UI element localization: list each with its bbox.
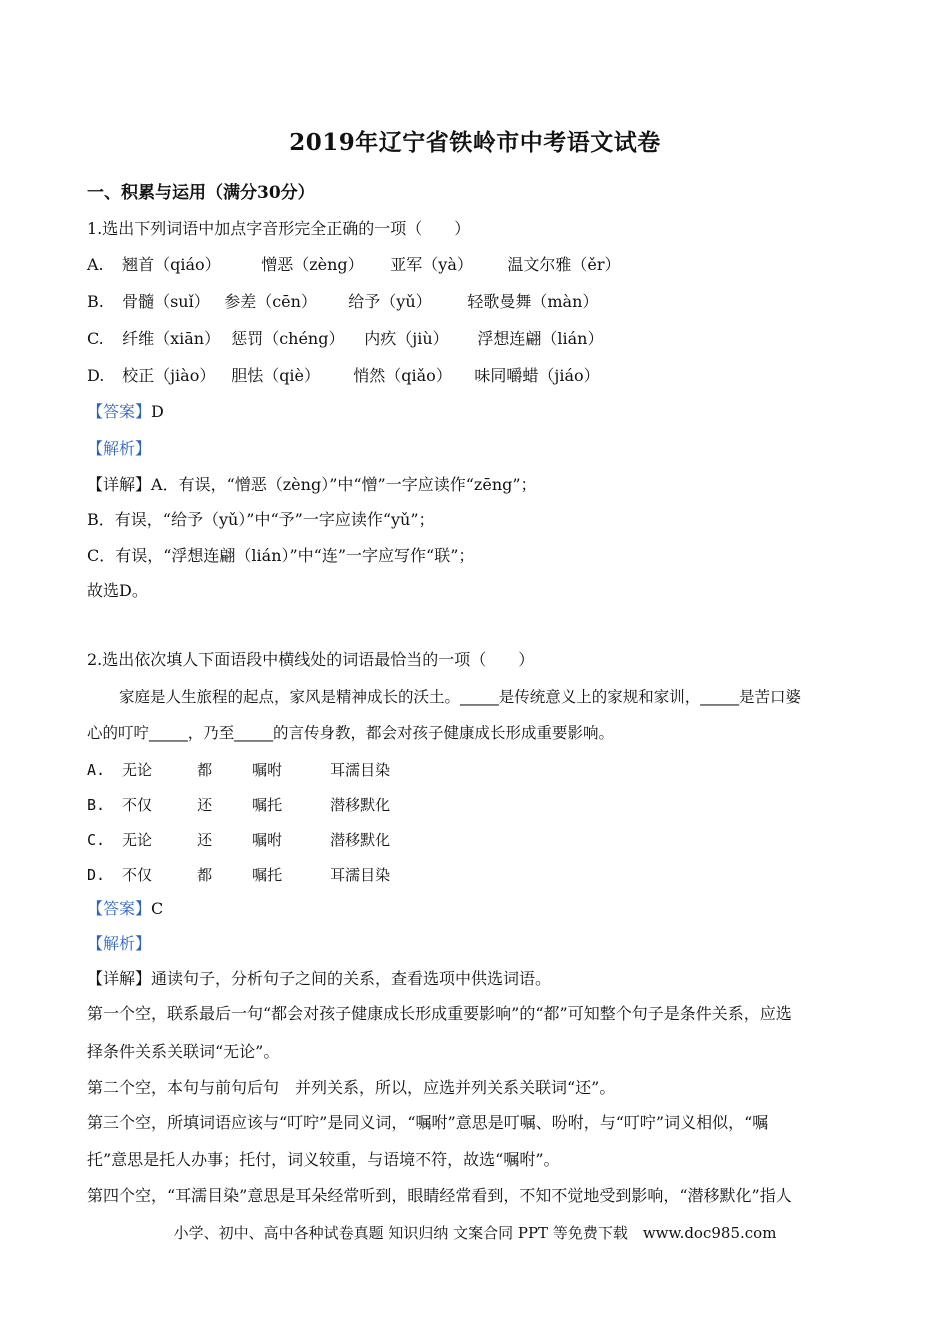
option-word: 浮想连翩（lián） (477, 329, 604, 348)
option-word: 嘱咐 (252, 761, 283, 779)
q2-detail-1b: 择条件关系关联词“无论”。 (87, 1042, 280, 1061)
option-word: 还 (197, 831, 213, 849)
option-word: 骨髓（suǐ） (122, 292, 210, 311)
option-word: 轻歌曼舞（màn） (467, 292, 599, 311)
detail-tag: 【详解】 (87, 475, 152, 494)
q2-detail-0 (87, 968, 551, 990)
option-word: 憎恶（zèng） (261, 255, 364, 274)
option-label: C. (87, 329, 104, 348)
q1-stem: 1.选出下列词语中加点字音形完全正确的一项（ ） (87, 219, 471, 238)
q2-option-a (87, 759, 390, 781)
q1-detail-1 (87, 474, 537, 496)
option-word: 耳濡目染 (330, 866, 391, 884)
q2-passage-line-1: 家庭是人生旅程的起点，家风是精神成长的沃土。_____是传统意义上的家规和家训，_____是苦口婆 (119, 688, 802, 706)
q2-analysis-tag: 【解析】 (87, 934, 152, 953)
answer-value: C (151, 899, 164, 918)
q2-detail-2: 第二个空，本句与前句后句 并列关系，所以，应选并列关系关联词“还”。 (87, 1078, 616, 1097)
q1-detail-3: C．有误，“浮想连翩（lián）”中“连”一字应写作“联”； (87, 546, 475, 565)
option-word: 耳濡目染 (330, 761, 391, 779)
option-word: 胆怯（qiè） (231, 366, 321, 385)
option-word: 嘱咐 (252, 831, 283, 849)
q1-analysis-tag: 【解析】 (87, 439, 152, 458)
answer-value: D (151, 402, 164, 421)
q2-detail-1a: 第一个空，联系最后一句“都会对孩子健康成长形成重要影响”的“都”可知整个句子是条件关系，应选 (87, 1004, 792, 1023)
option-word: 惩罚（chéng） (231, 329, 345, 348)
page-footer: 小学、初中、高中各种试卷真题 知识归纳 文案合同 PPT 等免费下载 www.doc985.com (173, 1224, 777, 1242)
option-word: 翘首（qiáo） (122, 255, 221, 274)
option-label: D. (87, 366, 105, 385)
answer-tag: 【答案】 (87, 402, 152, 421)
detail-text: A．有误，“憎恶（zèng）”中“憎”一字应读作“zēng”； (151, 475, 537, 494)
page-title: 2019年辽宁省铁岭市中考语文试卷 (289, 129, 661, 156)
q2-detail-4: 第四个空，“耳濡目染”意思是耳朵经常听到，眼睛经常看到，不知不觉地受到影响，“潜移默化”指人 (87, 1186, 792, 1205)
q1-detail-4: 故选D。 (87, 581, 148, 600)
option-word: 嘱托 (252, 866, 283, 884)
q1-option-d (87, 365, 600, 387)
option-word: 亚军（yà） (390, 255, 473, 274)
q1-option-c (87, 328, 603, 350)
option-word: 无论 (122, 761, 153, 779)
detail-text: 通读句子，分析句子之间的关系，查看选项中供选词语。 (151, 969, 552, 988)
option-label: B. (87, 796, 106, 814)
option-word: 还 (197, 796, 213, 814)
q2-passage-line-2: 心的叮咛_____，乃至_____的言传身教，都会对孩子健康成长形成重要影响。 (87, 724, 615, 742)
option-word: 给予（yǔ） (348, 292, 432, 311)
q2-detail-3b: 托”意思是托人办事；托付，词义较重，与语境不符，故选“嘱咐”。 (87, 1150, 560, 1169)
option-word: 嘱托 (252, 796, 283, 814)
option-word: 都 (197, 761, 213, 779)
option-word: 潜移默化 (330, 831, 391, 849)
option-word: 不仅 (122, 796, 153, 814)
option-label: A. (87, 255, 104, 274)
option-word: 悄然（qiǎo） (353, 366, 452, 385)
option-word: 温文尔雅（ěr） (507, 255, 621, 274)
q2-option-b (87, 794, 390, 816)
option-word: 纤维（xiān） (122, 329, 221, 348)
q1-option-b (87, 291, 598, 313)
option-word: 味同嚼蜡（jiáo） (474, 366, 600, 385)
q1-option-a (87, 254, 621, 276)
q2-option-d (87, 864, 390, 886)
detail-tag: 【详解】 (87, 969, 152, 988)
option-word: 无论 (122, 831, 153, 849)
q2-stem: 2.选出依次填人下面语段中横线处的词语最恰当的一项（ ） (87, 650, 535, 669)
section-heading: 一、积累与运用（满分30分） (87, 183, 315, 203)
q2-detail-3a: 第三个空，所填词语应该与“叮咛”是同义词，“嘱咐”意思是叮嘱、吩咐，与“叮咛”词义相似，“嘱 (87, 1113, 769, 1132)
q1-detail-2: B．有误，“给予（yǔ）”中“予”一字应读作“yǔ”； (87, 510, 435, 529)
option-word: 不仅 (122, 866, 153, 884)
option-label: A. (87, 761, 106, 779)
option-label: D. (87, 866, 106, 884)
option-word: 都 (197, 866, 213, 884)
option-word: 潜移默化 (330, 796, 391, 814)
q2-answer (87, 898, 163, 920)
q1-answer (87, 401, 164, 423)
answer-tag: 【答案】 (87, 899, 152, 918)
option-label: C. (87, 831, 106, 849)
option-label: B. (87, 292, 104, 311)
option-word: 内疚（jiù） (364, 329, 449, 348)
q2-option-c (87, 829, 390, 851)
option-word: 校正（jiào） (122, 366, 216, 385)
option-word: 参差（cēn） (224, 292, 317, 311)
